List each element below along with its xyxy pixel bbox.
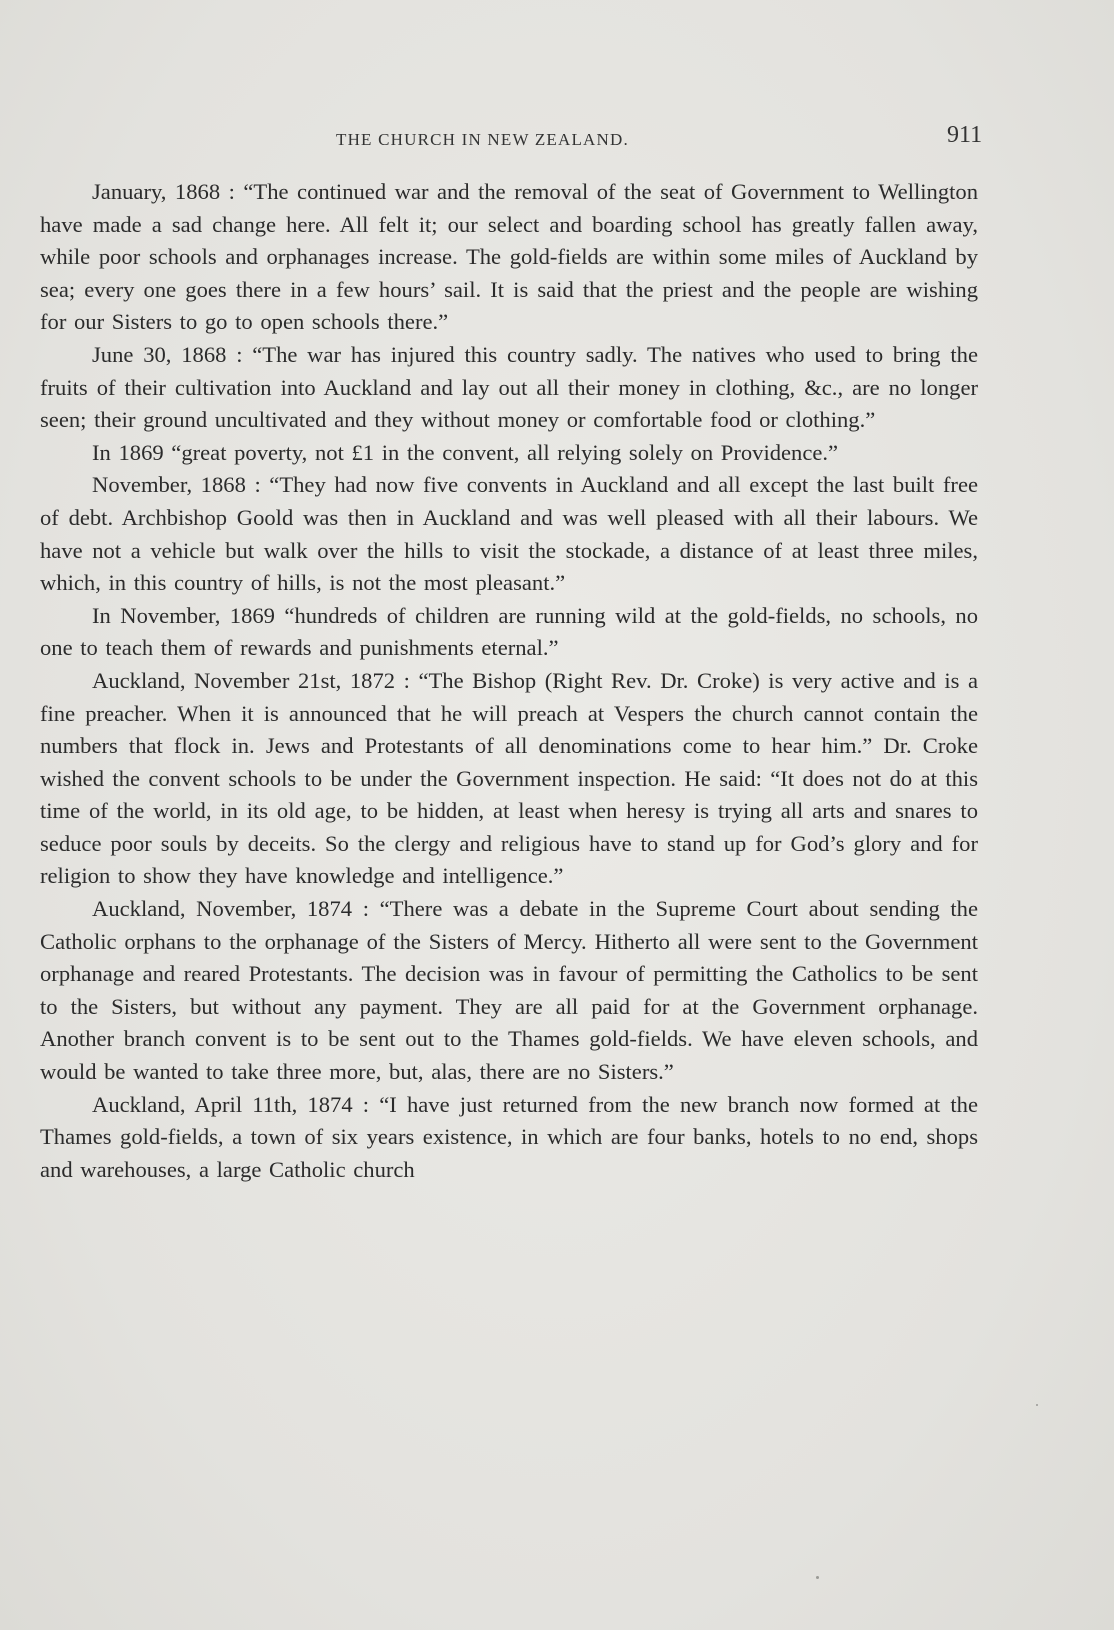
paragraph-1869-poverty: In 1869 “great poverty, not £1 in the convent, all relying solely on Providence.” xyxy=(92,439,839,465)
paragraph-june-1868: June 30, 1868 : “The war has injured this country sadly. The natives who used to bring the fruits of their cultivation into Auckland and lay out all their money in clothing, &c., are no longer seen; their ground uncultivated and they without money or comfortable food or clothing.” xyxy=(40,341,978,433)
paper-speck xyxy=(1036,1404,1038,1406)
paragraph-november-1874: Auckland, November, 1874 : “There was a debate in the Supreme Court about sending the Catholic orphans to the orphanage of the Sisters of Mercy. Hitherto all were sent to the Government orphanage and reared Protestants. The decision was in favour of permitting the Catholics to be sent to the Sisters, but without any payment. They are all paid for at the Government orphanage. Another branch convent is to be sent out to the Thames gold-fields. We have eleven schools, and would be wanted to take three more, but, alas, there are no Sisters.” xyxy=(40,896,978,1085)
paragraph-november-1869: In November, 1869 “hundreds of children are running wild at the gold-fields, no schools, no one to teach them of rewards and punishments eternal.” xyxy=(40,602,978,661)
page-number: 911 xyxy=(947,122,983,148)
paper-speck xyxy=(816,1576,819,1579)
paragraph-january-1868: January, 1868 : “The continued war and the removal of the seat of Government to Wellington have made a sad change here. All felt it; our select and boarding school has greatly fallen away, while poor schools and orphanages increase. The gold-fields are within some miles of Auckland by sea; every one goes there in a few hours’ sail. It is said that the priest and the people are wishing for our Sisters to go to open schools there.” xyxy=(40,179,978,335)
body-text xyxy=(40,176,978,1186)
paragraph-april-1874: Auckland, April 11th, 1874 : “I have just returned from the new branch now formed at the Thames gold-fields, a town of six years existence, in which are four banks, hotels to no end, shops and warehouses, a large Catholic church xyxy=(40,1091,978,1182)
paragraph-november-1872: Auckland, November 21st, 1872 : “The Bishop (Right Rev. Dr. Croke) is very active and is a fine preacher. When it is announced that he will preach at Vespers the church cannot contain the numbers that flock in. Jews and Protestants of all denominations come to hear him.” Dr. Croke wished the convent schools to be under the Government inspection. He said: “It does not do at this time of the world, in its old age, to be hidden, at least when heresy is trying all arts and snares to seduce poor souls by deceits. So the clergy and religious have to stand up for God’s glory and for religion to show they have knowledge and intelligence.” xyxy=(40,667,978,889)
running-title: THE CHURCH IN NEW ZEALAND. xyxy=(336,130,629,149)
paragraph-november-1868: November, 1868 : “They had now five convents in Auckland and all except the last built free of debt. Archbishop Goold was then in Auckland and was well pleased with all their labours. We have not a vehicle but walk over the hills to visit the stockade, a distance of at least three miles, which, in this country of hills, is not the most pleasant.” xyxy=(40,472,978,596)
page-header xyxy=(0,122,1114,162)
